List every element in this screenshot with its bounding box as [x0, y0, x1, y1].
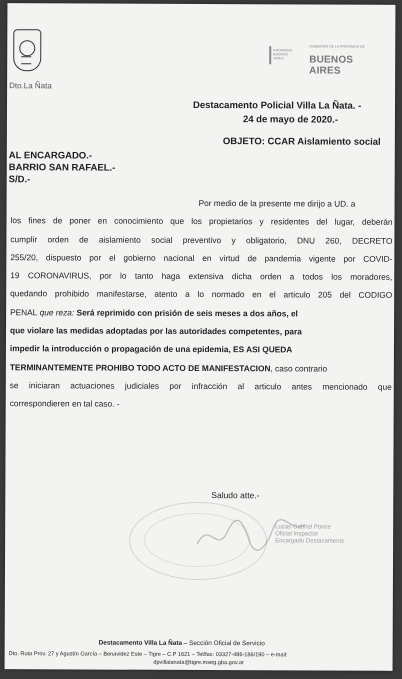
body-fragment-italic: que reza: — [37, 307, 77, 318]
body-line: Por medio de la presente me dirijo a UD. a — [198, 197, 356, 209]
province-top-text: GOBIERNO DE LA PROVINCIA DE — [309, 44, 365, 49]
signer-role: Encargado Destacamento — [275, 538, 345, 545]
province-main-text: BUENOS AIRES — [309, 54, 354, 77]
body-line: 255/20, dispuesto por el gobierno nacional en virtud de pandemia vigente por COVID- — [10, 252, 393, 264]
footer-office: Destacamento Villa La Ñata — [98, 639, 183, 647]
province-small-text: PROVINCIA BUENOS AIRES — [273, 48, 293, 61]
police-crest-icon — [13, 29, 41, 71]
footer-contact — [9, 651, 389, 668]
body-line: cumplir orden de aislamiento social preventivo y obligatorio, DNU 260, DECRETO — [10, 233, 393, 246]
body-line — [10, 340, 392, 360]
closing-salutation: Saludo atte.- — [211, 490, 260, 501]
signature-block — [275, 524, 344, 545]
body-line: 19 CORONAVIRUS, por lo tanto haga extensiva dicha orden a todos los moradores, — [10, 270, 393, 283]
signer-name: Lucas Gabriel Ponce — [275, 524, 331, 531]
body-line: correspondieren en tal caso. - — [9, 398, 120, 409]
letter-body — [10, 193, 393, 414]
body-fragment: PENAL — [10, 306, 38, 318]
recipient-line: AL ENCARGADO.- — [8, 150, 93, 162]
document-sheet — [5, 3, 396, 671]
body-line — [10, 358, 392, 378]
recipient-line: S/D.- — [8, 174, 31, 186]
body-fragment-bold: Será reprimido con prisión de seis meses a dos años, el — [76, 307, 298, 319]
buenos-aires-logo — [269, 32, 381, 77]
office-heading: Destacamento Policial Villa La Ñata. - — [192, 99, 362, 112]
letter-date: 24 de mayo de 2020.- — [242, 114, 339, 126]
department-label: Dto.La Ñata — [9, 81, 52, 91]
recipient-line: BARRIO SAN RAFAEL.- — [8, 162, 116, 174]
footer-address: Dto. Ruta Prov. 27 y Agustín García – Benavidez Este – Tigre – C.P 1621 – Tel/fax: 03327-486-186/190 – e-mail: — [8, 651, 288, 659]
signer-rank: Oficial Inspector — [275, 531, 319, 538]
body-line: se iniciaran actuaciones judiciales por infracción al articulo antes mencionado que — [9, 380, 392, 392]
recipient-block — [9, 150, 116, 186]
body-line-bold: que violare las medidas adoptadas por las autoridades competentes, para — [10, 325, 302, 337]
body-fragment-bold: TERMINANTEMENTE PROHIBO TODO ACTO DE MANIFESTACION — [9, 361, 271, 373]
footer-email: dpvillalanata@tigre.mseg.gba.gov.ar — [153, 659, 244, 666]
body-fragment-bold: impedir la introducción o propagación de una epidemia, — [9, 343, 234, 355]
footer-section: – Sección Oficial de Servicio — [182, 639, 265, 648]
body-line: quedando prohibido manifestarse, atento a lo normado en el articulo 205 del CODIGO — [10, 288, 393, 301]
body-fragment-bold: ES ASI QUEDA — [233, 344, 293, 355]
body-line: los fines de poner en conocimiento que los propietarios y residentes del lugar, deberán — [10, 215, 393, 228]
letter-subject: OBJETO: CCAR Aislamiento social — [222, 136, 381, 148]
footer-title — [99, 640, 265, 648]
body-line — [10, 303, 392, 323]
body-fragment: , caso contrario — [270, 362, 328, 374]
